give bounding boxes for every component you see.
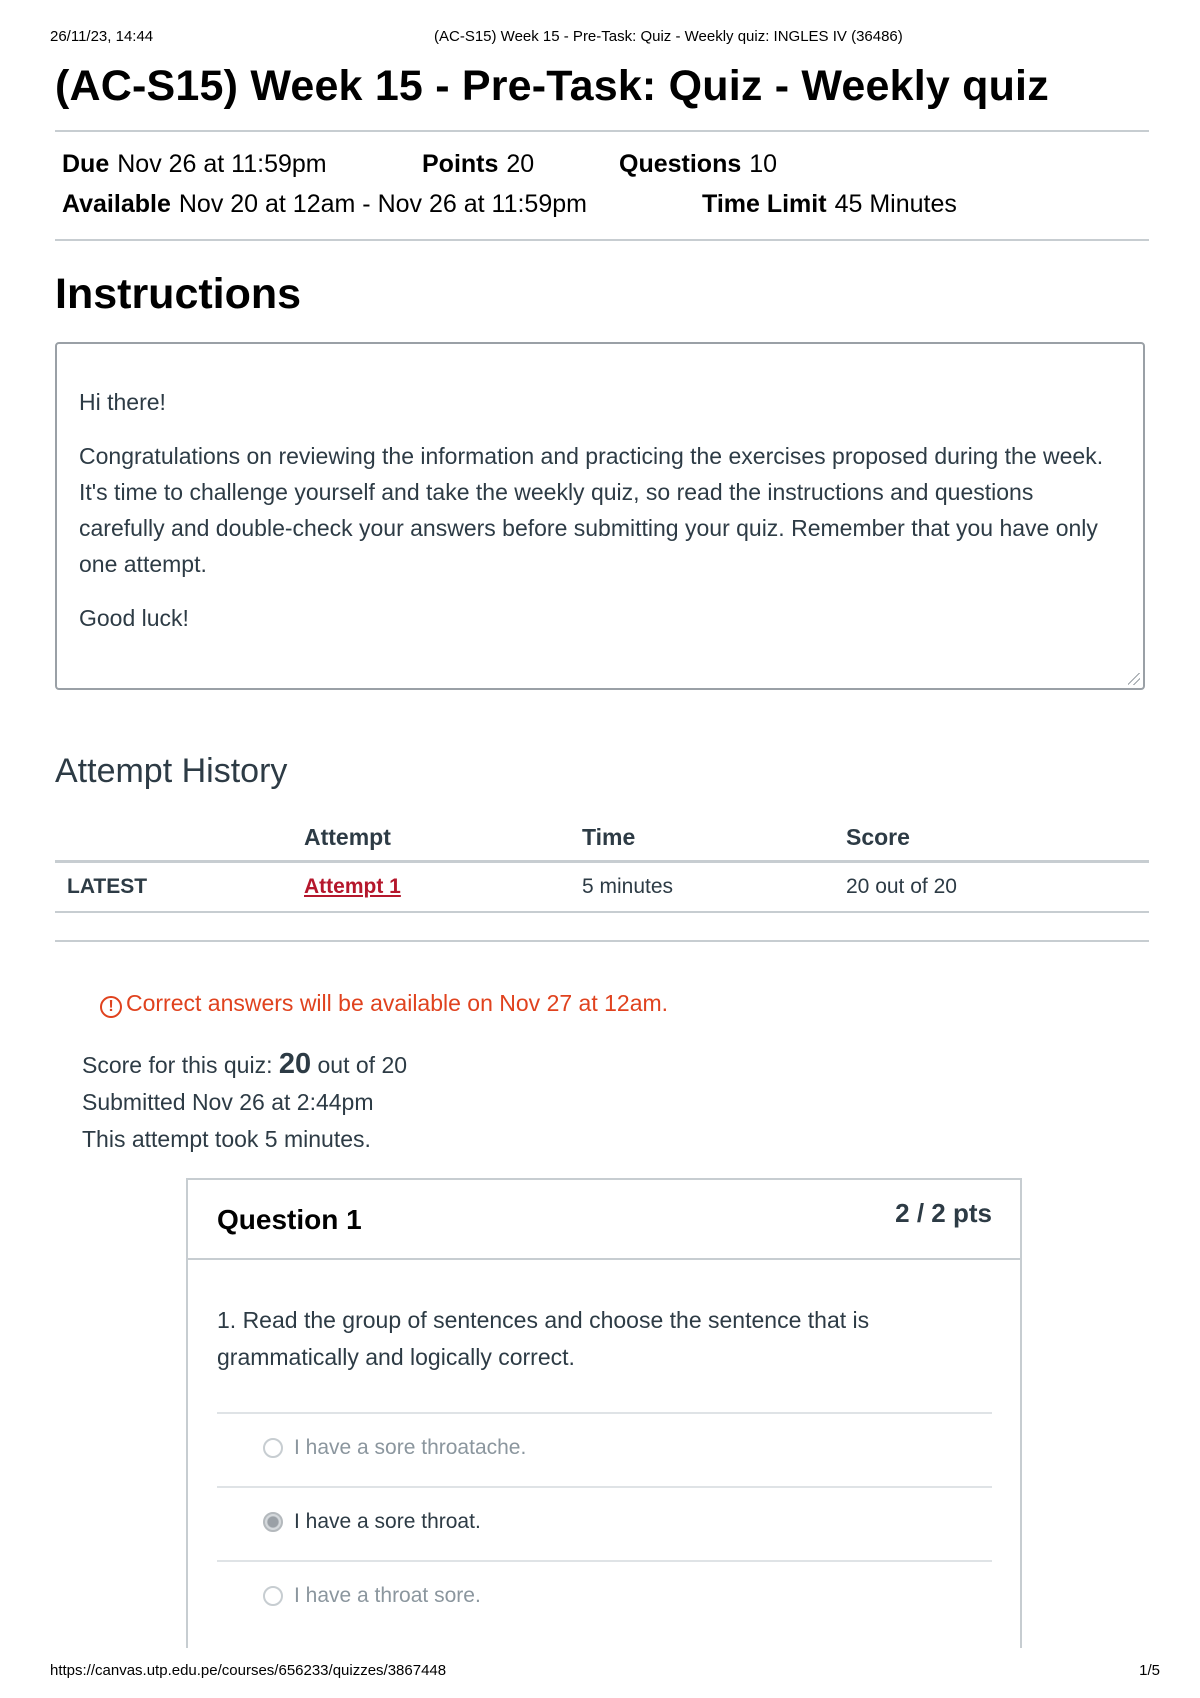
instructions-paragraph: Hi there! [79,389,166,415]
question-card [186,1178,1022,1648]
print-date: 26/11/23, 14:44 [50,28,154,45]
column-header-time: Time [582,824,636,850]
question-title: Question 1 [217,1204,362,1235]
question-text: 1. Read the group of sentences and choose the sentence that is grammatically and logically correct. [217,1307,870,1370]
page-title: (AC-S15) Week 15 - Pre-Task: Quiz - Weekly quiz [55,62,1049,110]
meta-divider [55,239,1149,241]
submitted-line: Submitted Nov 26 at 2:44pm [82,1089,374,1115]
table-row [55,863,1149,913]
meta-due [62,150,327,179]
instructions-paragraph: Good luck! [79,605,189,631]
instructions-paragraph: Congratulations on reviewing the information and practicing the exercises proposed during the week. It's time to challenge yourself and take the weekly quiz, so read the instructions and questions carefully and double-check your answers before submitting your quiz. Remember that you have only one attempt. [79,443,1104,577]
exclamation-circle-icon: ! [100,996,122,1018]
meta-questions-label: Questions [619,150,742,178]
print-header [50,28,1160,48]
meta-questions-value: 10 [749,150,778,178]
instructions-heading: Instructions [55,270,302,318]
meta-points-label: Points [422,150,499,178]
answer-text: I have a sore throatache. [294,1436,527,1459]
attempt-time: 5 minutes [582,875,674,898]
attempt-1-link[interactable]: Attempt 1 [304,875,401,898]
column-header-attempt: Attempt [304,824,391,850]
latest-tag: LATEST [67,875,148,898]
meta-due-value: Nov 26 at 11:59pm [117,150,327,178]
radio-button[interactable] [263,1438,283,1458]
print-footer [50,1662,1160,1682]
quiz-summary [82,1046,407,1158]
score-suffix: out of 20 [311,1052,408,1078]
print-page-title: (AC-S15) Week 15 - Pre-Task: Quiz - Weekly quiz: INGLES IV (36486) [434,28,903,45]
title-divider [55,130,1149,132]
question-header [188,1180,1020,1260]
attempt-divider [55,940,1149,942]
print-page-number: 1/5 [1139,1662,1160,1679]
score-line [82,1046,407,1084]
answer-option-selected[interactable] [217,1486,992,1560]
meta-time-limit-value: 45 Minutes [834,190,957,218]
meta-available [62,190,587,219]
attempt-history-table [55,812,1149,913]
answer-list [217,1412,992,1634]
score-prefix: Score for this quiz: [82,1052,279,1078]
duration-line: This attempt took 5 minutes. [82,1126,371,1152]
meta-due-label: Due [62,150,110,178]
answer-option[interactable] [217,1560,992,1634]
answer-text: I have a sore throat. [294,1510,481,1533]
attempt-table-header [55,812,1149,863]
meta-available-label: Available [62,190,171,218]
meta-points [422,150,534,179]
score-value: 20 [278,1048,312,1080]
notice-text: Correct answers will be available on Nov 27 at 12am. [126,990,669,1016]
radio-button[interactable] [263,1586,283,1606]
print-url: https://canvas.utp.edu.pe/courses/656233/quizzes/3867448 [50,1662,447,1679]
meta-points-value: 20 [506,150,535,178]
correct-answers-notice [100,990,668,1018]
instructions-box[interactable] [55,342,1145,690]
radio-button-selected[interactable] [263,1512,283,1532]
attempt-history-heading: Attempt History [55,752,288,790]
column-header-score: Score [846,824,910,850]
answer-option[interactable] [217,1412,992,1486]
attempt-score: 20 out of 20 [846,875,957,898]
meta-time-limit-label: Time Limit [702,190,827,218]
meta-time-limit [702,190,957,219]
resize-handle-icon[interactable] [1128,673,1140,685]
answer-text: I have a throat sore. [294,1584,481,1607]
question-points: 2 / 2 pts [895,1198,992,1228]
meta-available-value: Nov 20 at 12am - Nov 26 at 11:59pm [178,190,587,218]
meta-questions [619,150,777,179]
